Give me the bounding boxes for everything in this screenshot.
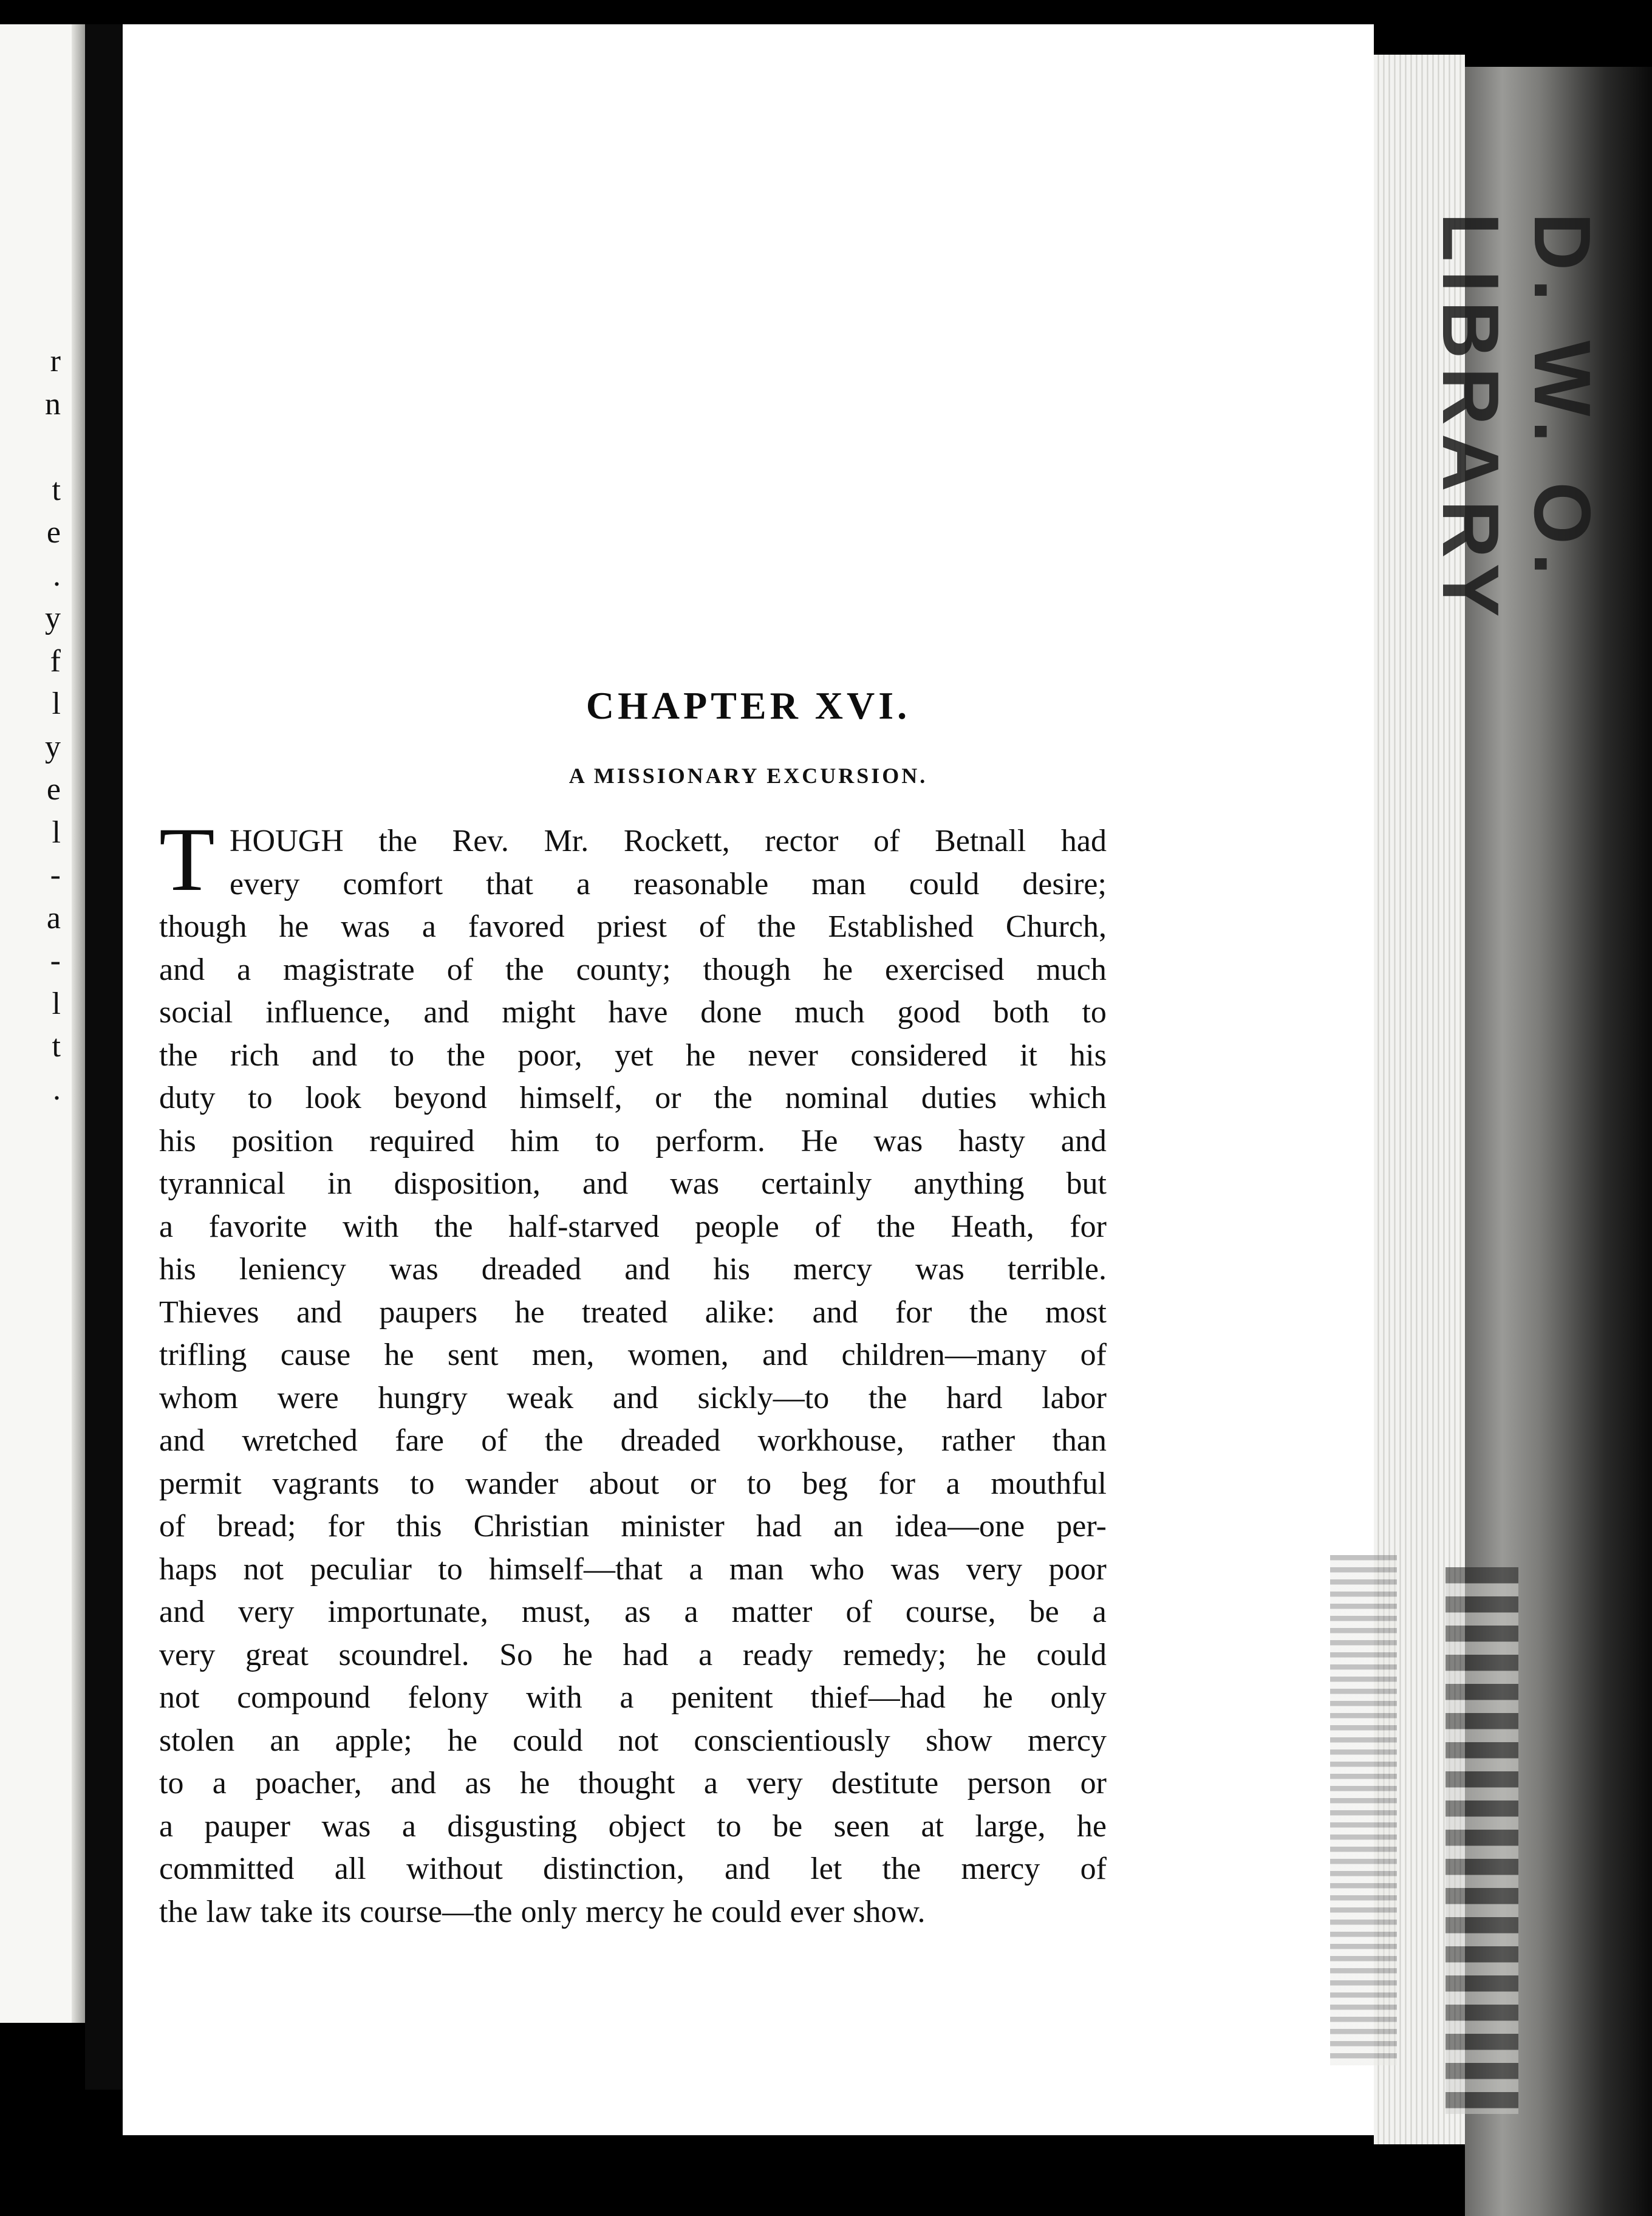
left-fragment (6, 426, 61, 469)
text-line: and a magistrate of the county; though he exercised much (159, 952, 1107, 987)
left-fragment: a (46, 900, 61, 935)
chapter-body (159, 820, 1107, 1934)
text-line: a pauper was a disgusting object to be seen at large, he (159, 1808, 1107, 1844)
left-fragment: . (53, 558, 61, 593)
left-fragment: e (46, 772, 61, 807)
left-fragment: f (50, 643, 61, 679)
text-line: stolen an apple; he could not conscientiously show mercy (159, 1723, 1107, 1758)
left-fragment: - (50, 858, 61, 892)
gutter-shadow (72, 24, 85, 2023)
spine-lower-stamp (1445, 1567, 1518, 2114)
left-fragment: l (52, 686, 61, 721)
fore-edge-stamp (1330, 1555, 1397, 2065)
text-line: and very importunate, must, as a matter of course, be a (159, 1595, 1107, 1629)
text-line: tyrannical in disposition, and was certainly anything but (159, 1166, 1107, 1201)
text-line: Thieves and paupers he treated alike: and for the most (159, 1294, 1107, 1330)
left-fragment: r (50, 344, 61, 378)
text-line: his leniency was dreaded and his mercy was terrible. (159, 1252, 1107, 1287)
left-fragment: n (45, 386, 61, 422)
text-line: the rich and to the poor, yet he never considered it his (159, 1038, 1107, 1073)
left-fragment: y (45, 729, 61, 764)
left-fragment: e (46, 515, 61, 550)
text-line: the law take its course—the only mercy he could ever show. (159, 1894, 926, 1929)
binding-gutter (85, 24, 123, 2090)
left-fragment: t (52, 1029, 61, 1064)
left-page-edge (0, 24, 85, 2023)
text-line: every comfort that a reasonable man could desire; (230, 866, 1107, 901)
text-line: to a poacher, and as he thought a very destitute person or (159, 1766, 1107, 1800)
text-line: and wretched fare of the dreaded workhouse, rather than (159, 1423, 1107, 1458)
left-fragment: l (52, 815, 61, 850)
left-fragment: . (53, 1072, 61, 1107)
text-line: permit vagrants to wander about or to beg for a mouthful (159, 1466, 1107, 1501)
spine-library-stamp: D. W. O. LIBRARY (1426, 213, 1607, 626)
text-line: HOUGH the Rev. Mr. Rockett, rector of Betnall had (230, 824, 1107, 858)
text-line: of bread; for this Christian minister had an idea—one per- (159, 1509, 1107, 1544)
text-line: social influence, and might have done much good both to (159, 995, 1107, 1030)
text-line: haps not peculiar to himself—that a man who was very poor (159, 1551, 1107, 1587)
text-line: trifling cause he sent men, women, and children—many of (159, 1338, 1107, 1372)
text-line: his position required him to perform. He was hasty and (159, 1123, 1107, 1158)
left-fragment: y (45, 601, 61, 635)
text-line: not compound felony with a penitent thief—had he only (159, 1680, 1107, 1715)
left-fragment: t (52, 472, 61, 507)
text-line: whom were hungry weak and sickly—to the hard labor (159, 1380, 1107, 1415)
text-line: though he was a favored priest of the Established Church, (159, 909, 1107, 944)
left-fragment: - (50, 943, 61, 978)
text-line: a favorite with the half-starved people of the Heath, for (159, 1209, 1107, 1244)
left-page-text-fragments (6, 340, 61, 1111)
left-fragment: l (52, 986, 61, 1021)
drop-cap: T (159, 809, 215, 910)
text-line: committed all without distinction, and let the mercy of (159, 1852, 1107, 1886)
chapter-subtitle: A MISSIONARY EXCURSION. (568, 764, 928, 788)
text-line: very great scoundrel. So he had a ready remedy; he could (159, 1637, 1107, 1672)
chapter-title: CHAPTER XVI. (585, 684, 911, 727)
text-line: duty to look beyond himself, or the nominal duties which (159, 1081, 1107, 1115)
